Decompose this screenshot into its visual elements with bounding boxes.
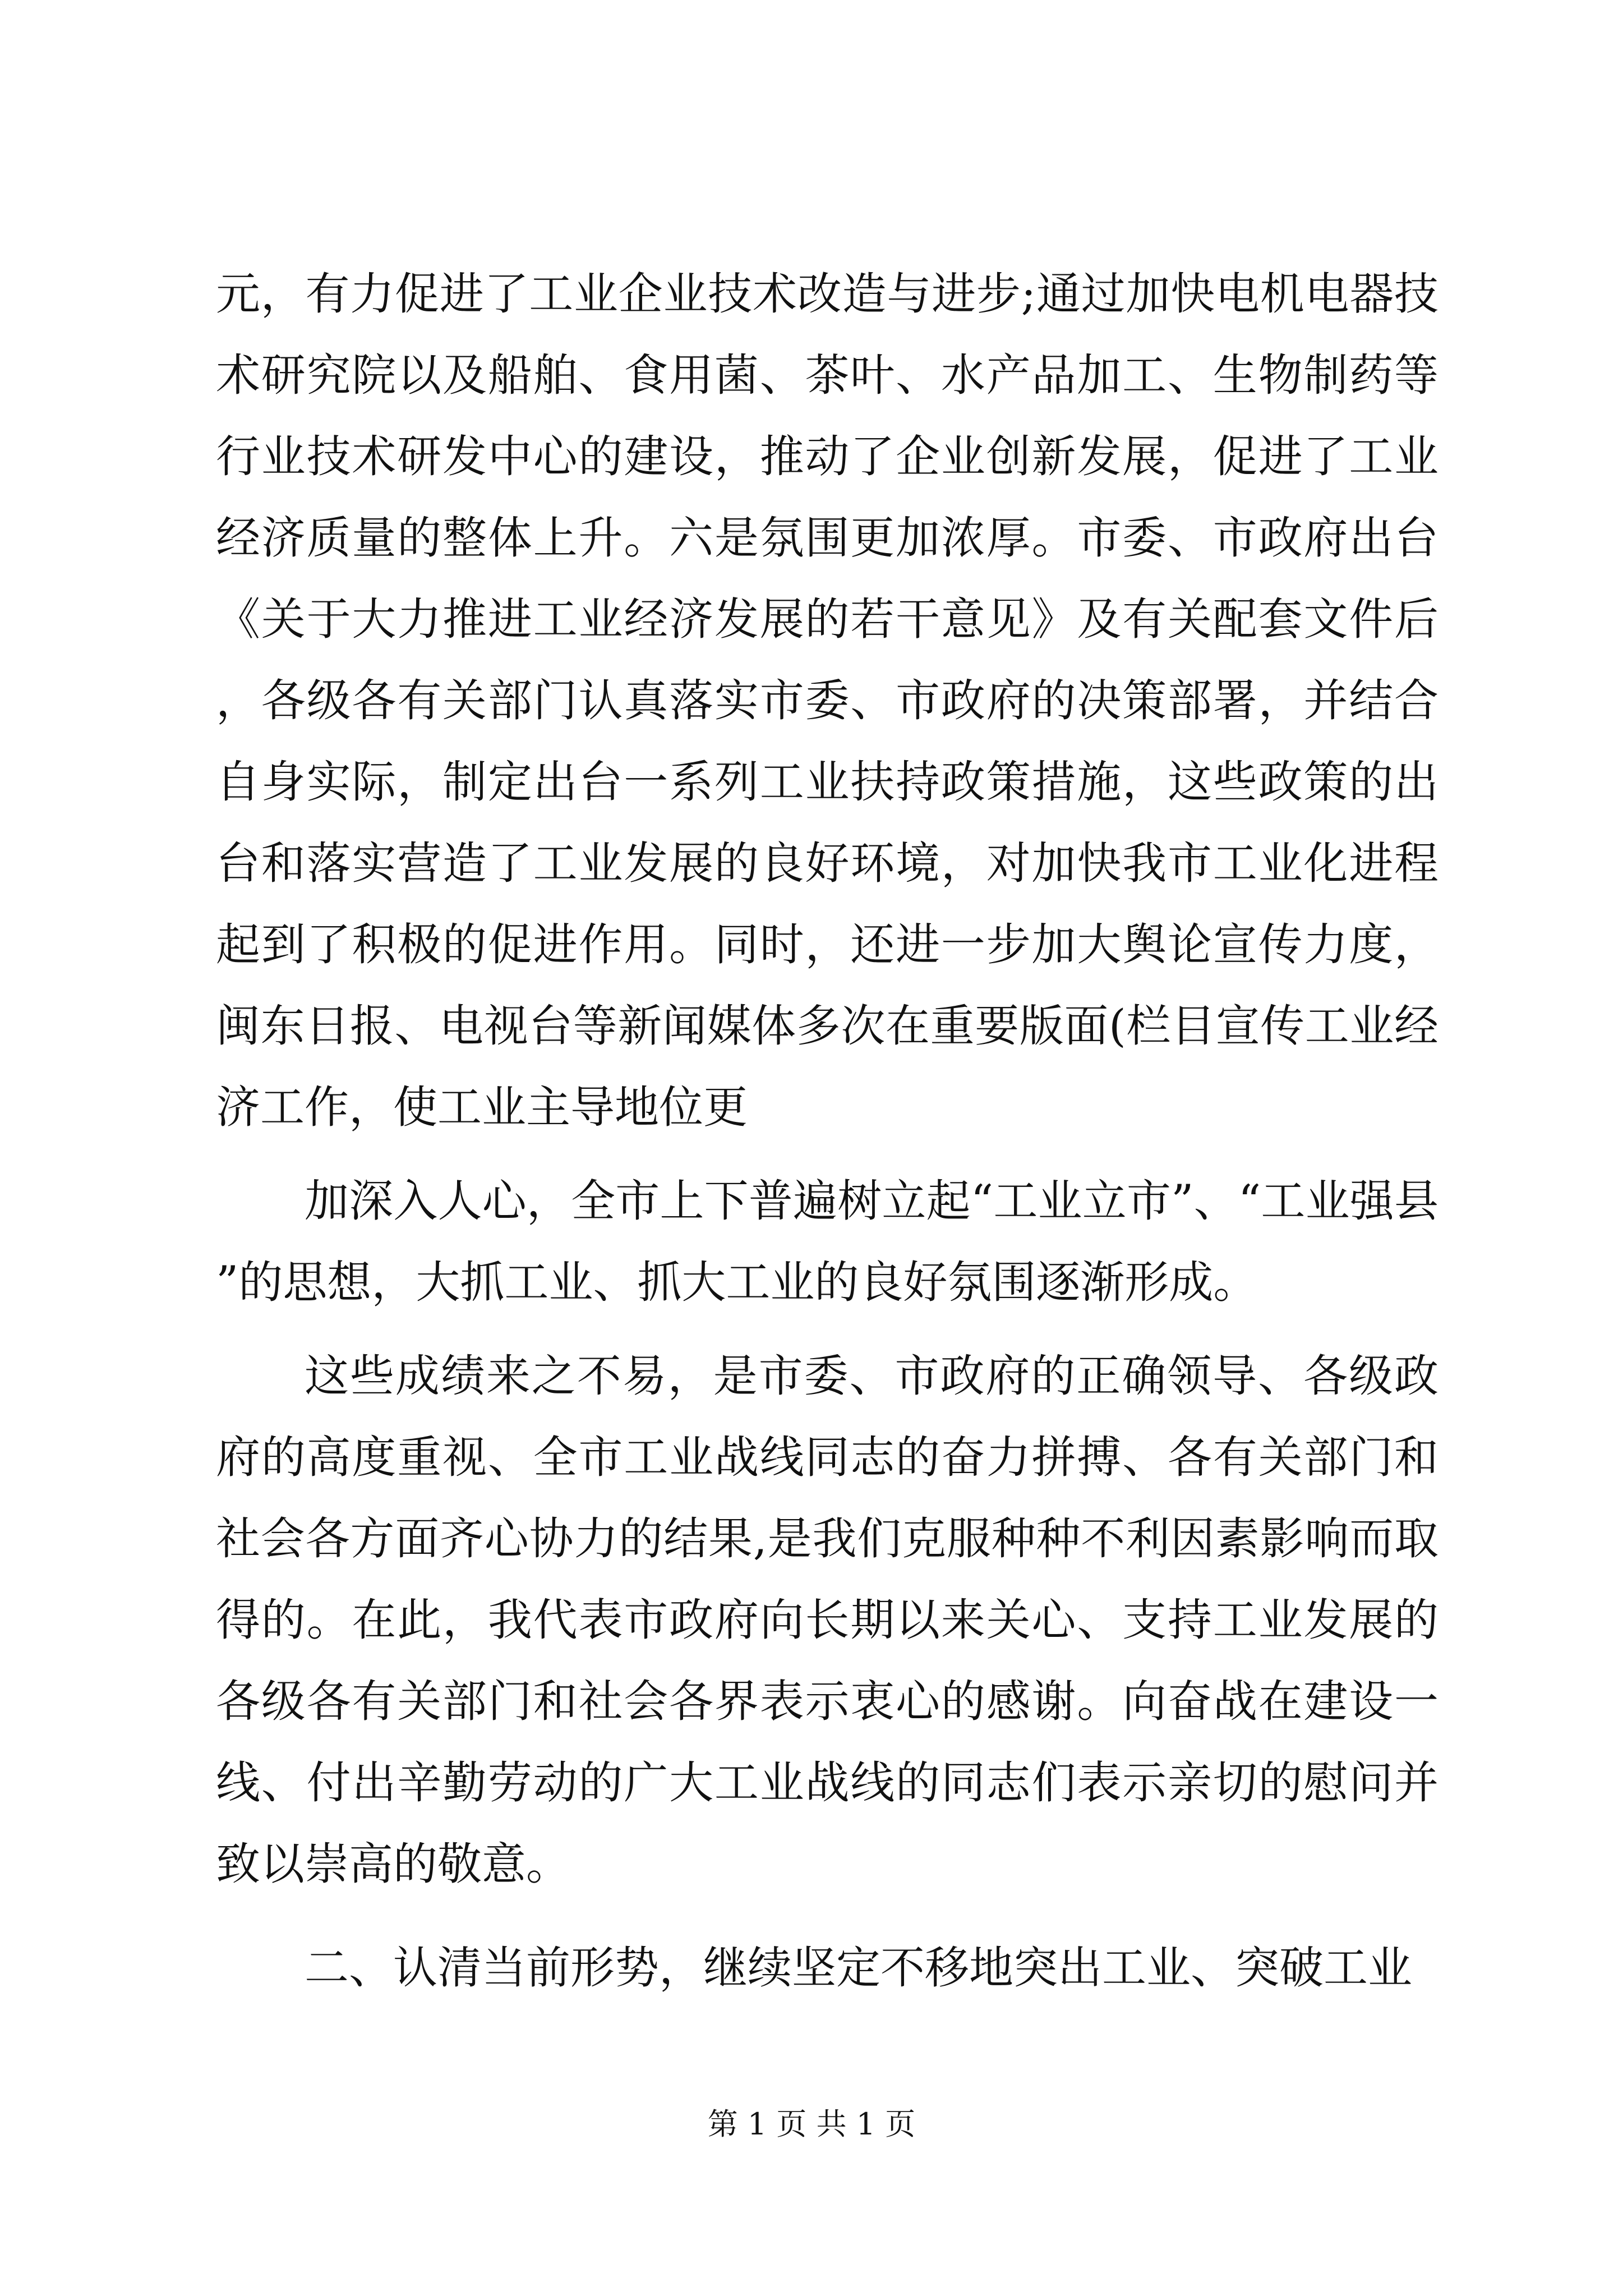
- document-body: [216, 254, 1438, 2009]
- paragraph: 这些成绩来之不易，是市委、市政府的正确领导、各级政府的高度重视、全市工业战线同志的奋力拼搏、各有关部门和社会各方面齐心协力的结果,是我们克服种种不利因素影响而取得的。在此，我代表市政府向长期以来关心、支持工业发展的各级各有关部门和社会各界表示衷心的感谢。向奋战在建设一线、付出辛勤劳动的广大工业战线的同志们表示亲切的慰问并致以崇高的敬意。: [216, 1350, 1438, 1890]
- paragraph: 加深入人心，全市上下普遍树立起“工业立市”、“工业强县”的思想，大抓工业、抓大工业的良好氛围逐渐形成。: [216, 1175, 1438, 1308]
- page-number: 第 1 页 共 1 页: [707, 2106, 916, 2142]
- paragraph-continuation: 元，有力促进了工业企业技术改造与进步;通过加快电机电器技术研究院以及船舶、食用菌、茶叶、水产品加工、生物制药等行业技术研发中心的建设，推动了企业创新发展，促进了工业经济质量的整体上升。六是氛围更加浓厚。市委、市政府出台《关于大力推进工业经济发展的若干意见》及有关配套文件后，各级各有关部门认真落实市委、市政府的决策部署，并结合自身实际，制定出台一系列工业扶持政策措施，这些政策的出台和落实营造了工业发展的良好环境，对加快我市工业化进程起到了积极的促进作用。同时，还进一步加大舆论宣传力度，闽东日报、电视台等新闻媒体多次在重要版面(栏目宣传工业经济工作，使工业主导地位更: [216, 268, 1438, 1133]
- section-heading: 二、认清当前形势，继续坚定不移地突出工业、突破工业: [305, 1942, 1412, 1994]
- page-footer: [0, 2105, 1623, 2144]
